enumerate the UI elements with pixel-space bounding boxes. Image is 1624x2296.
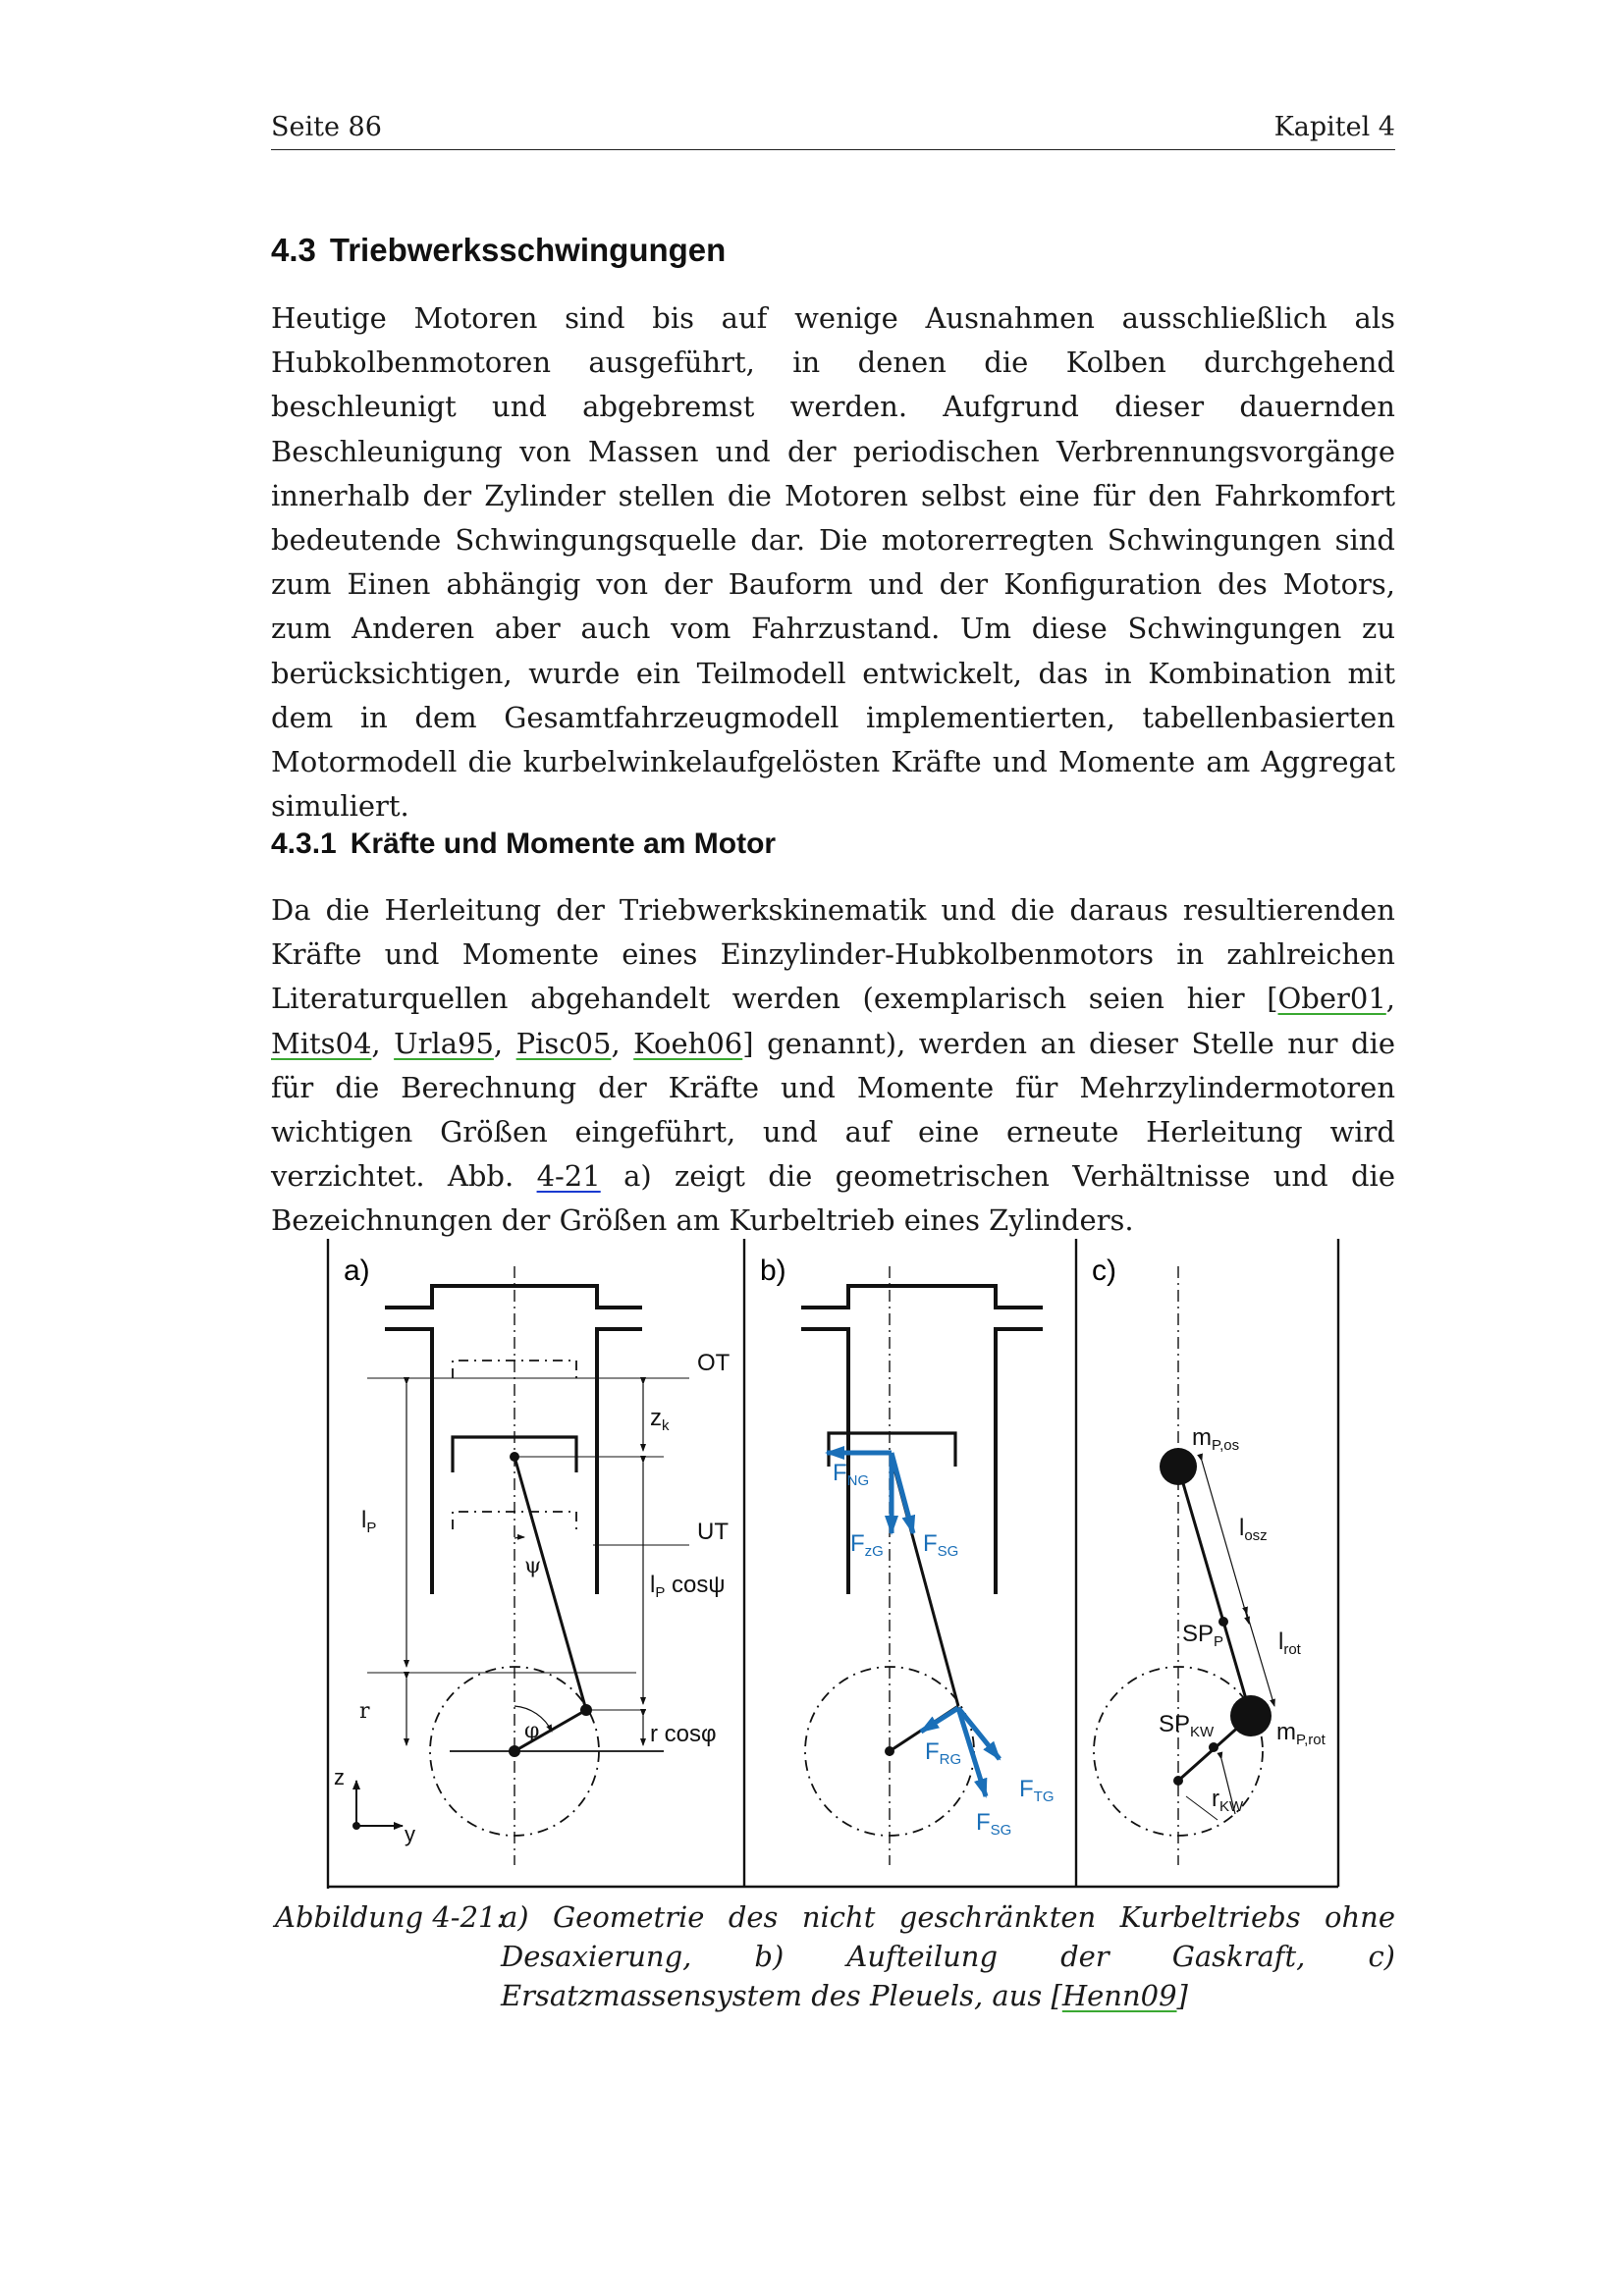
label-ut: UT xyxy=(697,1519,729,1545)
label-zk: $z_k$ xyxy=(650,1405,670,1434)
label-lp: $l_P$ xyxy=(361,1507,377,1536)
figure-frame xyxy=(328,1239,1338,1889)
panel-label-c: c) xyxy=(1092,1255,1116,1287)
label-lp-cospsi: $l_P$ cosψ xyxy=(650,1572,726,1601)
page-header xyxy=(271,110,1395,150)
panel-a-drawing xyxy=(352,1266,689,1865)
section-heading xyxy=(271,232,726,269)
label-fsg-top: $F_{SG}$ xyxy=(923,1530,959,1560)
citation-link[interactable]: Pisc05 xyxy=(515,1026,612,1060)
paragraph-text: ] genannt), werden an dieser Stelle nur die für die Berechnung der Kräfte und Momente für Mehrzylindermotoren wichtigen Größen eingeführt, und auf eine erneute Herleitung wird verzichtet. Abb. xyxy=(271,1026,1396,1194)
label-losz: $l_{osz}$ xyxy=(1239,1515,1268,1544)
caption-text xyxy=(501,1897,1395,2015)
citation-separator: , xyxy=(1385,982,1395,1016)
label-spp: $SP_P$ xyxy=(1182,1621,1224,1650)
panel-a-labels xyxy=(334,1350,731,1846)
label-axis-y: y xyxy=(405,1822,415,1846)
label-frg: $F_{RG}$ xyxy=(925,1738,962,1768)
paragraph-text: Da die Herleitung der Triebwerkskinematik und die daraus resultierenden Kräfte und Momente eines Einzylinder-Hubkolbenmotors in zahlreichen Literaturquellen abgehandelt werden (exemplarisch seien hier [ xyxy=(271,893,1395,1016)
caption-text-part: a) Geometrie des nicht geschränkten Kurbeltriebs ohne Desaxierung, b) Aufteilung der Gaskraft, c) Ersatzmassensystem des Pleuels, aus [ xyxy=(501,1900,1395,2012)
label-phi: φ xyxy=(524,1719,540,1743)
label-axis-z: z xyxy=(334,1765,345,1789)
panel-c-drawing xyxy=(1094,1266,1274,1865)
subsection-number: 4.3.1 xyxy=(271,828,337,860)
citation-separator: , xyxy=(371,1026,395,1060)
label-lrot: $l_{rot}$ xyxy=(1278,1629,1301,1658)
citation-link[interactable]: Ober01 xyxy=(1277,982,1386,1016)
figure-svg xyxy=(312,1239,1343,1889)
citation-link[interactable]: Urla95 xyxy=(394,1026,494,1060)
citation-separator: , xyxy=(611,1026,634,1060)
label-mprot: $m_{P,rot}$ xyxy=(1276,1719,1326,1748)
paragraph-text: a) zeigt die geometrischen Verhältnisse und die Bezeichnungen der Größen am Kurbeltrieb eines Zylinders. xyxy=(271,1159,1395,1238)
label-fzg: $F_{zG}$ xyxy=(850,1530,884,1560)
caption-label: Abbildung 4-21: xyxy=(275,1900,507,1934)
paragraph-intro: Heutige Motoren sind bis auf wenige Ausnahmen ausschließlich als Hubkolbenmotoren ausgeführt, in denen die Kolben durchgehend beschleunigt und abgebremst werden. Aufgrund dieser dauernden Beschleunigung von Massen und der periodischen Verbrennungsvorgänge innerhalb der Zylinder stellen die Motoren selbst eine für den Fahrkomfort bedeutende Schwingungsquelle dar. Die motorerregten Schwingungen sind zum Einen abhängig von der Bauform und der Konfiguration des Motors, zum Anderen aber auch vom Fahrzustand. Um diese Schwingungen zu berücksichtigen, wurde ein Teilmodell entwickelt, das in Kombination mit dem in dem Gesamtfahrzeugmodell implementierten, tabellenbasierten Motormodell die kurbelwinkelaufgelösten Kräfte und Momente am Aggregat simuliert. xyxy=(271,301,1395,824)
label-r: r xyxy=(359,1699,370,1724)
label-fng: $F_{NG}$ xyxy=(833,1460,870,1489)
label-fsg-bottom: $F_{SG}$ xyxy=(976,1809,1012,1839)
subsection-title: Kräfte und Momente am Motor xyxy=(350,828,777,860)
label-ftg: $F_{TG}$ xyxy=(1019,1776,1055,1805)
label-mpos: $m_{P,os}$ xyxy=(1192,1424,1240,1454)
figure-crank-drive xyxy=(312,1239,1343,1889)
panel-label-b: b) xyxy=(760,1255,786,1287)
label-spkw: $SP_{KW}$ xyxy=(1159,1711,1215,1740)
citation-link[interactable]: Henn09 xyxy=(1061,1979,1177,2012)
label-ot: OT xyxy=(697,1350,731,1376)
chapter-label: Kapitel 4 xyxy=(1273,112,1395,142)
label-r-cosphi: r cosφ xyxy=(650,1721,717,1747)
section-title: Triebwerksschwingungen xyxy=(329,232,727,268)
page-number: Seite 86 xyxy=(271,112,382,142)
subsection-heading xyxy=(271,828,776,861)
panel-label-a: a) xyxy=(344,1255,370,1287)
section-number: 4.3 xyxy=(271,232,316,268)
figure-reference-link[interactable]: 4-21 xyxy=(536,1159,601,1194)
citation-separator: , xyxy=(493,1026,516,1060)
label-psi: ψ xyxy=(524,1554,542,1578)
citation-link[interactable]: Koeh06 xyxy=(633,1026,743,1060)
paragraph-forces xyxy=(271,888,1395,1244)
caption-text-part: ] xyxy=(1176,1979,1188,2012)
label-rkw: $r_{KW}$ xyxy=(1212,1786,1244,1815)
panel-b-drawing xyxy=(801,1266,1043,1865)
citation-link[interactable]: Mits04 xyxy=(271,1026,372,1060)
